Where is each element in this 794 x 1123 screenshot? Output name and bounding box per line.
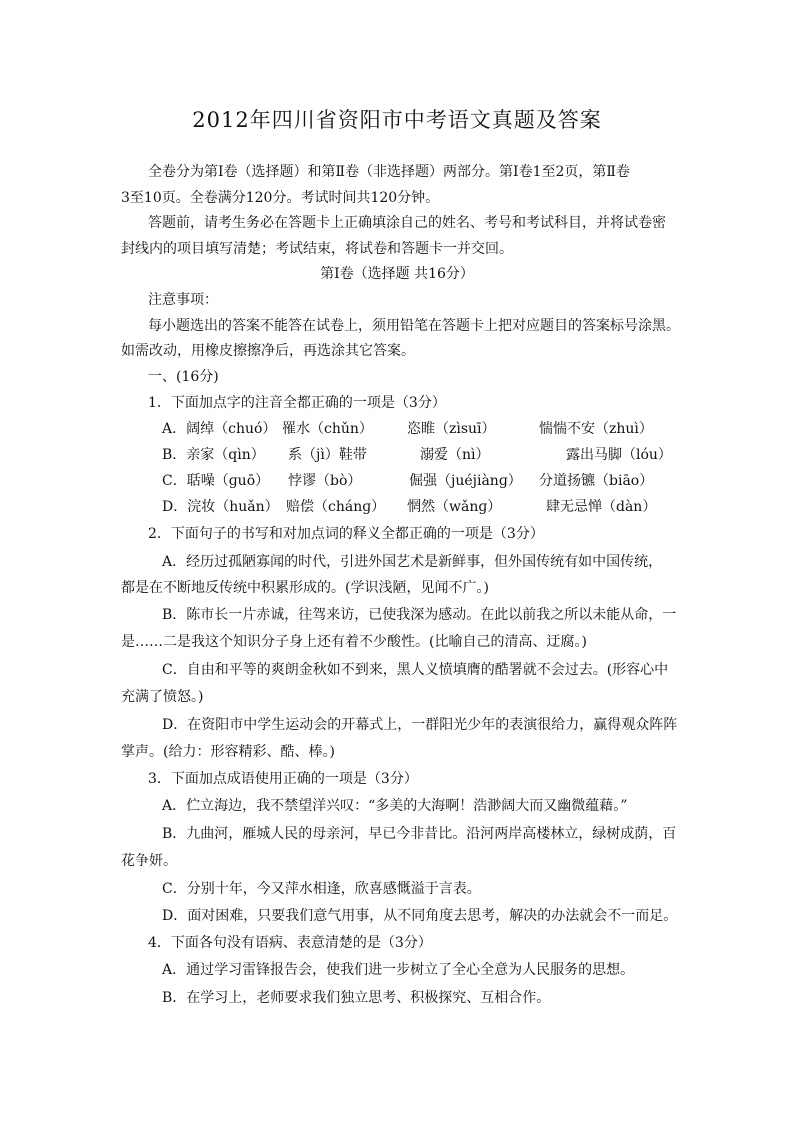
notice-line-1: 每小题选出的答案不能答在试卷上，须用铅笔在答题卡上把对应题目的答案标号涂黑。 [148,318,680,334]
q3-stem: 3．下面加点成语使用正确的一项是（3分） [148,771,418,787]
q3-option-d: D．面对困难，只要我们意气用事，从不同角度去思考，解决的办法就会不一而足。 [162,908,678,924]
part-one-heading: 一、(16分) [148,369,219,385]
q1-option-c-1: C．聒噪（ɡuō） [162,473,270,489]
q1-option-b-4: 露出马脚（lóu） [566,447,672,463]
q2-option-d-line-1: D．在资阳市中学生运动会的开幕式上，一群阳光少年的表演很给力，赢得观众阵阵 [162,717,678,733]
q2-option-c-line-1: C．自由和平等的爽朗金秋如不到来，黑人义愤填膺的酷署就不会过去。(形容心中 [162,662,669,678]
q2-option-b-line-2: 是……二是我这个知识分子身上还有着不少酸性。(比喻自己的清高、迂腐。) [121,634,587,650]
q2-option-a-line-1: A．经历过孤陋寡闻的时代，引进外国艺术是新鲜事，但外国传统有如中国传统， [162,554,663,570]
q2-option-c-line-2: 充满了愤怒。) [121,689,204,705]
q1-option-c-3: 倔强（juéjiànɡ） [409,473,522,489]
q1-option-d-3: 惘然（wǎnɡ） [407,499,502,515]
q3-option-b-line-1: B．九曲河，雁城人民的母亲河，早已今非昔比。沿河两岸高楼林立，绿树成荫，百 [162,826,677,842]
q1-option-d-4: 肆无忌惮（dàn） [546,499,657,515]
q1-option-a-1: A．阔绰（chuó） [162,421,277,437]
q1-option-a-4: 惴惴不安（zhuì） [539,421,653,437]
q1-stem: 1．下面加点字的注音全都正确的一项是（3分） [148,395,446,411]
intro-line-3: 答题前，请考生务必在答题卡上正确填涂自己的姓名、考号和考试科目，并将试卷密 [148,215,666,231]
q2-stem: 2．下面句子的书写和对加点词的释义全都正确的一项是（3分） [148,526,544,542]
page-title: 2012年四川省资阳市中考语文真题及答案 [192,108,602,132]
intro-line-1: 全卷分为第Ⅰ卷（选择题）和第Ⅱ卷（非选择题）两部分。第Ⅰ卷1至2页，第Ⅱ卷 [148,164,630,180]
q4-stem: 4．下面各句没有语病、表意清楚的是（3分） [148,935,432,951]
intro-line-2: 3至10页。全卷满分120分。考试时间共120分钟。 [121,190,440,206]
q3-option-a: A．伫立海边，我不禁望洋兴叹：“多美的大海啊！浩渺阔大而又幽微蕴藉。” [162,798,628,814]
intro-line-4: 封线内的项目填写清楚；考试结束，将试卷和答题卡一并交回。 [121,241,513,257]
q1-option-b-2: 系（jì）鞋带 [288,447,367,463]
notice-line-2: 如需改动，用橡皮擦擦净后，再选涂其它答案。 [121,343,415,359]
q2-option-d-line-2: 掌声。(给力：形容精彩、酷、棒。) [121,744,335,760]
q1-option-d-1: D．浣妆（huǎn） [162,499,279,515]
q1-option-a-2: 罹水（chǔn） [282,421,373,437]
q1-option-d-2: 赔偿（chánɡ） [286,499,386,515]
q4-option-b: B．在学习上，老师要求我们独立思考、积极探究、互相合作。 [162,990,551,1006]
q2-option-a-line-2: 都是在不断地反传统中积累形成的。(学识浅陋，见闻不广。) [121,580,489,596]
q1-option-b-3: 溺爱（nì） [420,447,490,463]
q3-option-c: C．分别十年，今又萍水相逢，欣喜感慨溢于言表。 [162,881,481,897]
q4-option-a: A．通过学习雷锋报告会，使我们进一步树立了全心全意为人民服务的思想。 [162,962,635,978]
q3-option-b-line-2: 花争妍。 [121,853,177,869]
q1-option-b-1: B．亲家（qìn） [162,447,265,463]
section-title: 第Ⅰ卷（选择题 共16分） [320,266,474,282]
q1-option-c-4: 分道扬镳（biāo） [539,473,654,489]
q1-option-c-2: 悖谬（bò） [288,473,362,489]
q1-option-a-3: 恣睢（zìsuī） [407,421,496,437]
notice-label: 注意事项： [148,292,218,308]
q2-option-b-line-1: B．陈市长一片赤诚，往驾来访，已使我深为感动。在此以前我之所以未能从命，一 [162,607,677,623]
